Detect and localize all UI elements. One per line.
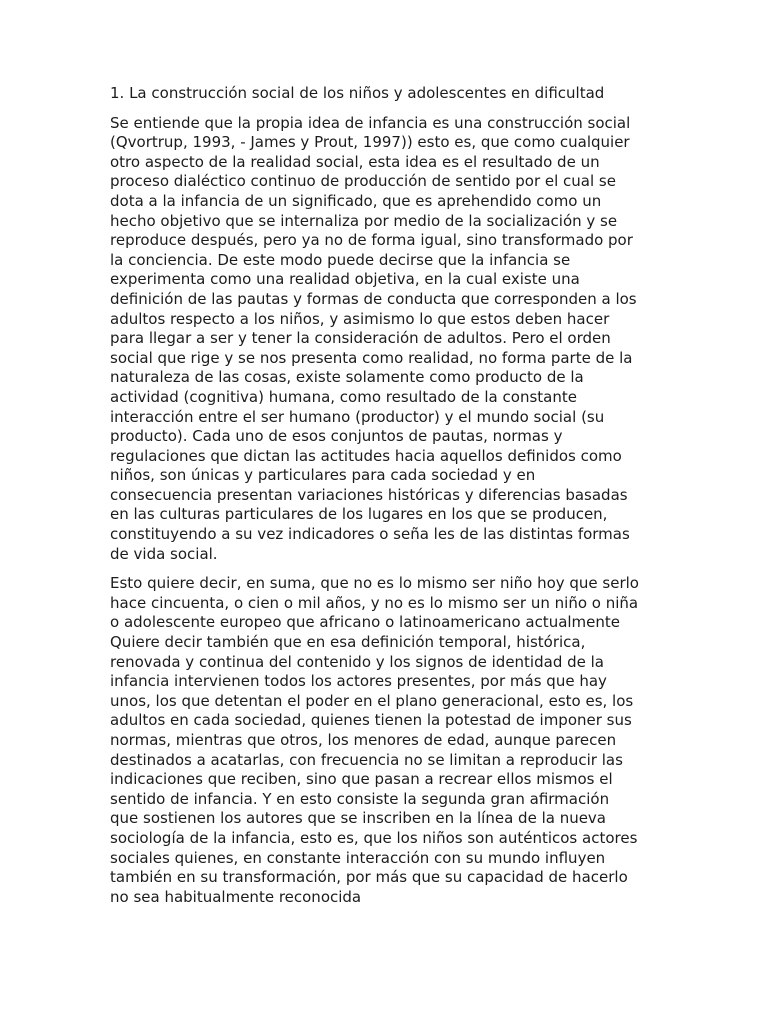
document-body (110, 114, 658, 908)
paragraph-line: adultos respecto a los niños, y asimismo lo que estos deben hacer (110, 309, 610, 328)
paragraph-line: (Qvortrup, 1993, - James y Prout, 1997)) esto es, que como cualquier (110, 133, 630, 152)
paragraph-line: hace cincuenta, o cien o mil años, y no es lo mismo ser un niño o niña (110, 593, 639, 612)
body-paragraph (110, 574, 658, 907)
paragraph-line: niños, son únicas y particulares para cada sociedad y en (110, 466, 536, 485)
paragraph-line: consecuencia presentan variaciones históricas y diferencias basadas (110, 485, 628, 504)
paragraph-line: sociología de la infancia, esto es, que los niños son auténticos actores (110, 828, 638, 847)
paragraph-line: también en su transformación, por más que su capacidad de hacerlo (110, 868, 628, 887)
paragraph-line: no sea habitualmente reconocida (110, 887, 362, 906)
paragraph-line: indicaciones que reciben, sino que pasan a recrear ellos mismos el (110, 770, 613, 789)
paragraph-line: sentido de infancia. Y en esto consiste la segunda gran afirmación (110, 789, 610, 808)
paragraph-line: otro aspecto de la realidad social, esta idea es el resultado de un (110, 152, 600, 171)
paragraph-line: renovada y continua del contenido y los signos de identidad de la (110, 652, 604, 671)
paragraph-line: reproduce después, pero ya no de forma igual, sino transformado por (110, 231, 633, 250)
paragraph-line: la conciencia. De este modo puede decirse que la infancia se (110, 250, 571, 269)
paragraph-line: proceso dialéctico continuo de producción de sentido por el cual se (110, 172, 616, 191)
paragraph-line: hecho objetivo que se internaliza por medio de la socialización y se (110, 211, 618, 230)
paragraph-line: constituyendo a su vez indicadores o seña les de las distintas formas (110, 525, 630, 544)
paragraph-line: adultos en cada sociedad, quienes tienen la potestad de imponer sus (110, 711, 632, 730)
paragraph-line: para llegar a ser y tener la consideración de adultos. Pero el orden (110, 329, 611, 348)
paragraph-line: unos, los que detentan el poder en el plano generacional, esto es, los (110, 691, 634, 710)
paragraph-line: regulaciones que dictan las actitudes hacia aquellos definidos como (110, 446, 622, 465)
paragraph-line: Quiere decir también que en esa definición temporal, histórica, (110, 633, 586, 652)
paragraph-line: o adolescente europeo que africano o latinoamericano actualmente (110, 613, 621, 632)
paragraph-line: Esto quiere decir, en suma, que no es lo mismo ser niño hoy que serlo (110, 574, 639, 593)
paragraph-line: actividad (cognitiva) humana, como resultado de la constante (110, 387, 577, 406)
paragraph-line: naturaleza de las cosas, existe solamente como producto de la (110, 368, 584, 387)
section-heading: 1. La construcción social de los niños y adolescentes en dificultad (110, 84, 605, 102)
paragraph-line: producto). Cada uno de esos conjuntos de pautas, normas y (110, 427, 563, 446)
paragraph-line: normas, mientras que otros, los menores de edad, aunque parecen (110, 731, 617, 749)
document-page (110, 84, 658, 917)
paragraph-line: Se entiende que la propia idea de infancia es una construcción social (110, 113, 631, 132)
paragraph-line: interacción entre el ser humano (productor) y el mundo social (su (110, 407, 605, 426)
paragraph-line: experimenta como una realidad objetiva, en la cual existe una (110, 270, 580, 289)
paragraph-line: destinados a acatarlas, con frecuencia no se limitan a reproducir las (110, 750, 623, 769)
paragraph-line: de vida social. (110, 544, 218, 563)
body-paragraph (110, 114, 658, 565)
paragraph-line: sociales quienes, en constante interacción con su mundo influyen (110, 848, 606, 867)
paragraph-line: definición de las pautas y formas de conducta que corresponden a los (110, 289, 637, 308)
paragraph-line: infancia intervienen todos los actores presentes, por más que hay (110, 672, 607, 691)
paragraph-line: dota a la infancia de un significado, que es aprehendido como un (110, 191, 602, 210)
paragraph-line: que sostienen los autores que se inscriben en la línea de la nueva (110, 809, 607, 828)
paragraph-line: en las culturas particulares de los lugares en los que se producen, (110, 505, 608, 524)
paragraph-line: social que rige y se nos presenta como realidad, no forma parte de la (110, 348, 633, 367)
